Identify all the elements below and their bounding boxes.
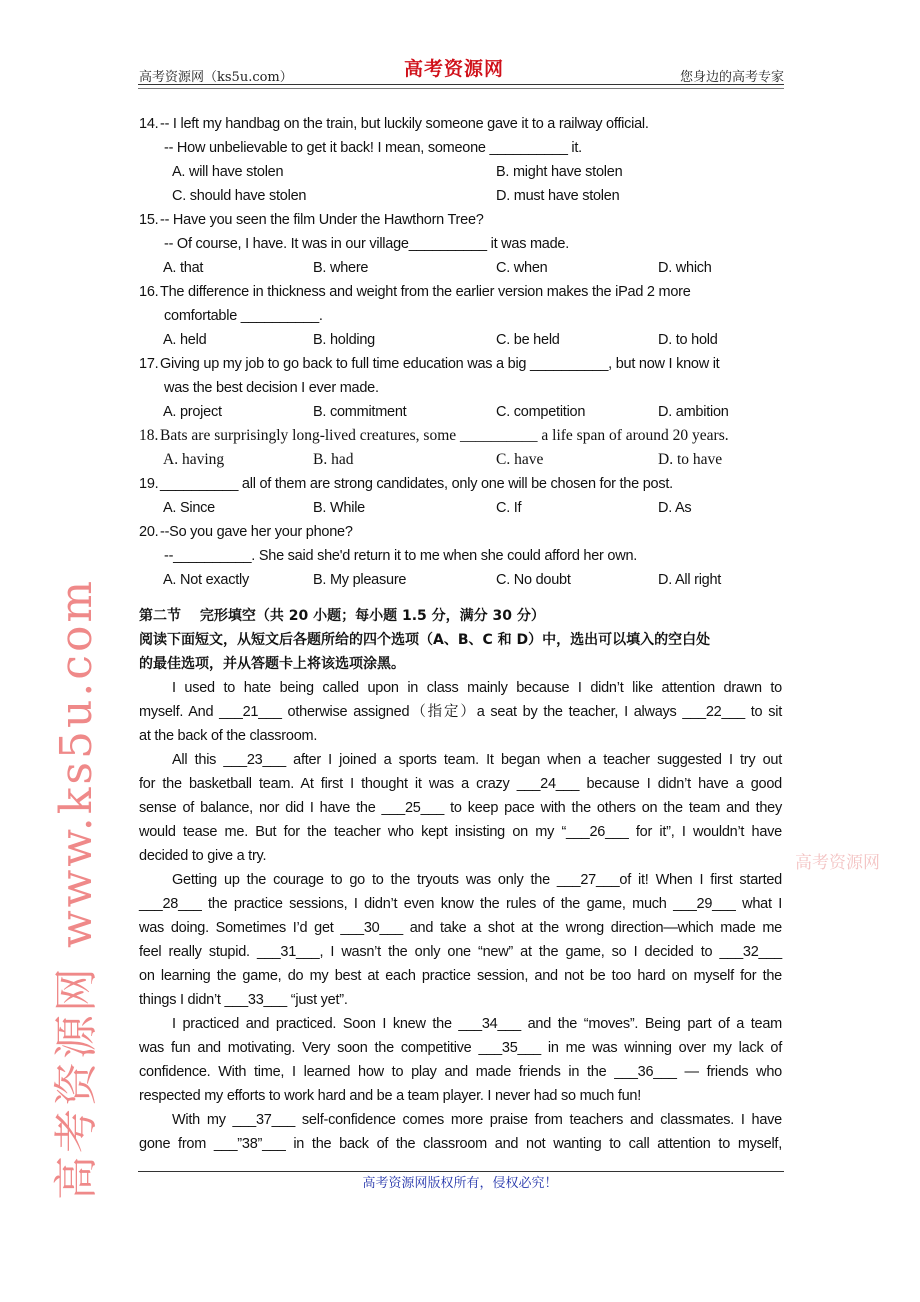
answer-options: [139, 496, 782, 520]
passage-line: things I didn’t ___33___ “just yet”.: [139, 992, 348, 1008]
answer-option: C. have: [496, 451, 544, 468]
watermark: 高考资源网 www.ks5u.com: [51, 577, 102, 1200]
passage-line: at the back of the classroom.: [139, 728, 318, 744]
question: [139, 280, 782, 328]
answer-option: C. be held: [496, 332, 560, 348]
question-stem: --__________. She said she'd return it to me when she could afford her own.: [164, 548, 638, 564]
answer-option: A. will have stolen: [172, 164, 284, 180]
answer-option: B. commitment: [313, 404, 407, 420]
answer-option: C. when: [496, 260, 548, 276]
passage-line: on learning the game, do my best at each practice session, and not be too hard on myself for the: [139, 968, 782, 984]
header-logo: 高考资源网: [404, 58, 505, 80]
answer-options: [139, 448, 782, 472]
question-stem: Bats are surprisingly long-lived creatures, some __________ a life span of around 20 years.: [160, 427, 729, 444]
answer-option: A. Not exactly: [163, 572, 249, 588]
answer-option: B. While: [313, 500, 365, 516]
question-stem: comfortable __________.: [164, 308, 323, 324]
question-number: 18.: [139, 427, 159, 444]
question-stem: -- How unbelievable to get it back! I mean, someone __________ it.: [164, 140, 582, 156]
answer-option: D. to hold: [658, 332, 718, 348]
passage-line: confidence. With time, I learned how to play and made friends in the ___36___ — friends who: [139, 1064, 782, 1080]
passage-line: sense of balance, nor did I have the ___25___ to keep pace with the others on the team and they: [139, 800, 782, 816]
answer-option: D. must have stolen: [496, 188, 620, 204]
answer-option: C. If: [496, 500, 522, 516]
answer-option: D. to have: [658, 451, 723, 468]
question-number: 20.: [139, 524, 159, 540]
answer-options: [139, 160, 782, 208]
answer-option: C. competition: [496, 404, 586, 420]
passage-line: Getting up the courage to go to the tryouts was only the ___27___of it! When I first started: [172, 872, 782, 888]
passage-line: respected my efforts to work hard and be a team player. I never had so much fun!: [139, 1088, 642, 1104]
answer-option: A. that: [163, 260, 204, 276]
answer-option: A. project: [163, 404, 222, 420]
question-stem: -- Of course, I have. It was in our village__________ it was made.: [164, 236, 570, 252]
question-stem: was the best decision I ever made.: [164, 380, 379, 396]
question: [139, 472, 782, 496]
answer-option: B. might have stolen: [496, 164, 623, 180]
passage-line: feel really stupid. ___31___, I wasn’t the only one “new” at the game, so I decided to ___32___: [139, 944, 782, 960]
question-stem: The difference in thickness and weight from the earlier version makes the iPad 2 more: [160, 284, 691, 300]
passage-line: decided to give a try.: [139, 848, 267, 864]
passage-line: would tease me. But for the teacher who kept insisting on my “___26___ for it”, I wouldn’t have: [139, 824, 782, 840]
passage-line: was fun and motivating. Very soon the competitive ___35___ in me was winning over my lack of: [139, 1040, 782, 1056]
question-number: 19.: [139, 476, 159, 492]
question-number: 16.: [139, 284, 159, 300]
question-stem: --So you gave her your phone?: [160, 524, 353, 540]
answer-option: A. having: [163, 451, 225, 468]
question: [139, 424, 782, 448]
question: [139, 352, 782, 400]
question-number: 17.: [139, 356, 159, 372]
question-stem: Giving up my job to go back to full time education was a big __________, but now I know it: [160, 356, 720, 372]
answer-options: [139, 256, 782, 280]
document-body: [139, 0, 782, 1156]
section-title: 第二节 完形填空（共 20 小题；每小题 1.5 分，满分 30 分）: [139, 608, 545, 624]
question: [139, 208, 782, 256]
passage-line: gone from ___”38”___ in the back of the classroom and not wanting to call attention to myself,: [139, 1136, 782, 1152]
passage-line: I used to hate being called upon in class mainly because I didn’t like attention drawn to: [172, 680, 782, 696]
answer-option: D. which: [658, 260, 712, 276]
answer-option: C. should have stolen: [172, 188, 307, 204]
question-stem: __________ all of them are strong candidates, only one will be chosen for the post.: [160, 476, 673, 492]
passage-line: myself. And ___21___ otherwise assigned（指定）a seat by the teacher, I always ___22___ to sit: [139, 704, 782, 720]
passage-line: All this ___23___ after I joined a sports team. It began when a teacher suggested I try out: [172, 752, 782, 768]
question-number: 14.: [139, 116, 159, 132]
answer-options: [139, 328, 782, 352]
answer-option: D. ambition: [658, 404, 729, 420]
question: [139, 520, 782, 568]
answer-option: A. Since: [163, 500, 215, 516]
answer-option: B. My pleasure: [313, 572, 407, 588]
section-instructions: 阅读下面短文，从短文后各题所给的四个选项（A、B、C 和 D）中，选出可以填入的空白处: [139, 632, 711, 648]
header-site-name: 高考资源网（ks5u.com）: [139, 70, 293, 85]
section-instructions: 的最佳选项，并从答题卡上将该选项涂黑。: [139, 656, 405, 672]
answer-option: C. No doubt: [496, 572, 571, 588]
passage-line: was doing. Sometimes I’d get ___30___ and take a shot at the wrong direction—which made me: [139, 920, 782, 936]
answer-options: [139, 400, 782, 424]
answer-option: B. had: [313, 451, 354, 468]
answer-option: B. where: [313, 260, 369, 276]
question-stem: -- I left my handbag on the train, but luckily someone gave it to a railway official.: [160, 116, 649, 132]
passage-line: With my ___37___ self-confidence comes more praise from teachers and classmates. I have: [172, 1112, 782, 1128]
watermark-small: 高考资源网: [795, 853, 880, 873]
answer-options: [139, 568, 782, 592]
answer-option: A. held: [163, 332, 207, 348]
answer-option: D. All right: [658, 572, 722, 588]
answer-option: B. holding: [313, 332, 375, 348]
passage-line: I practiced and practiced. Soon I knew the ___34___ and the “moves”. Being part of a team: [172, 1016, 782, 1032]
passage-line: ___28___ the practice sessions, I didn’t even know the rules of the game, much ___29___ what I: [139, 896, 782, 912]
header-slogan: 您身边的高考专家: [679, 70, 784, 85]
passage-line: for the basketball team. At first I thought it was a crazy ___24___ because I didn’t have a good: [139, 776, 782, 792]
answer-option: D. As: [658, 500, 692, 516]
question: [139, 112, 782, 160]
footer-copyright: 高考资源网版权所有，侵权必究！: [362, 1176, 558, 1191]
question-stem: -- Have you seen the film Under the Hawthorn Tree?: [160, 212, 484, 228]
question-number: 15.: [139, 212, 159, 228]
